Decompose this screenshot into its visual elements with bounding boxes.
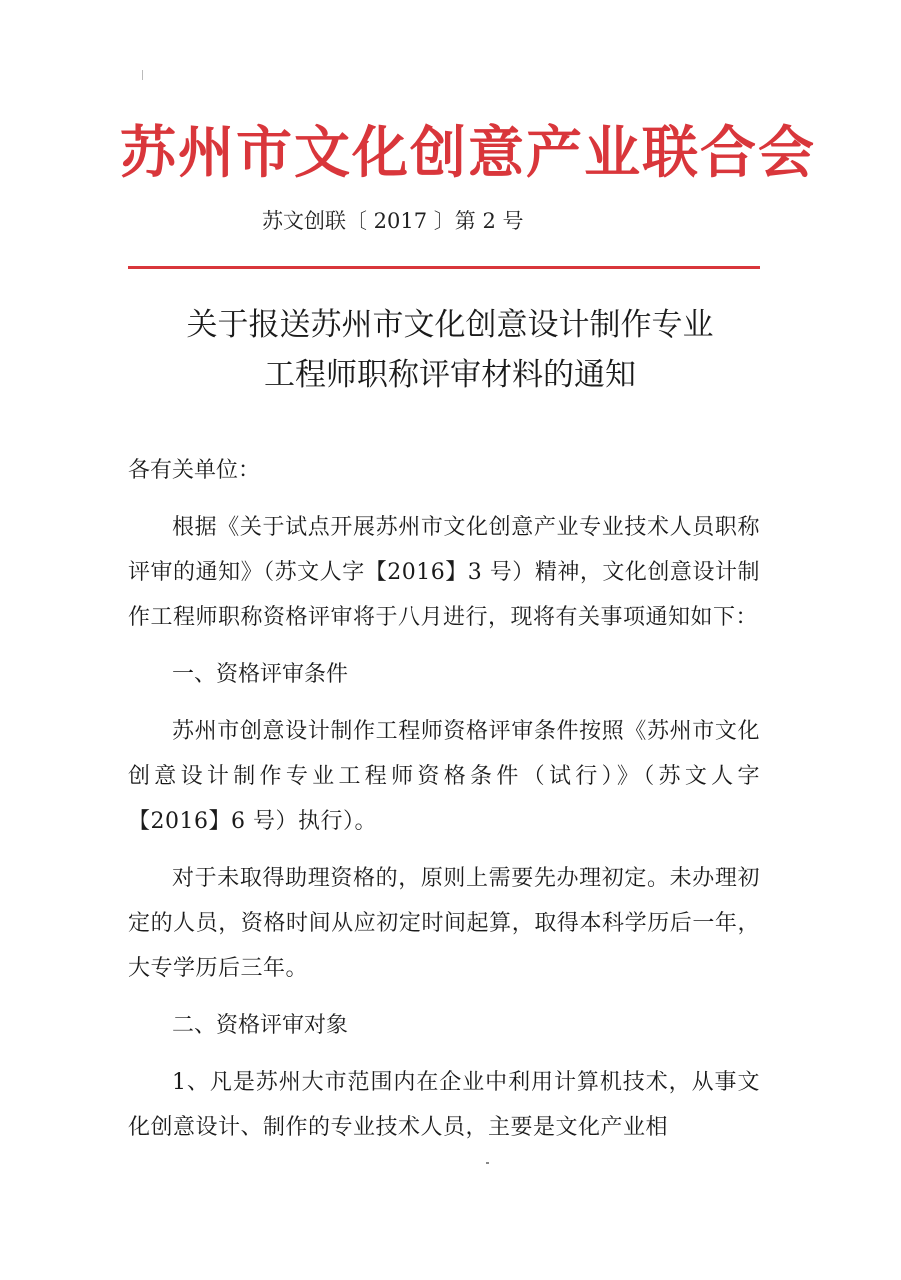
section-1-paragraph-1: 苏州市创意设计制作工程师资格评审条件按照《苏州市文化创意设计制作专业工程师资格条件（试行）》（苏文人字【2016】6 号）执行）。 <box>128 719 760 834</box>
section-1-heading: 一、资格评审条件 <box>172 662 349 687</box>
salutation: 各有关单位： <box>128 458 261 483</box>
document-title <box>120 300 780 400</box>
intro-paragraph: 根据《关于试点开展苏州市文化创意产业专业技术人员职称评审的通知》（苏文人字【2016】3 号）精神，文化创意设计制作工程师职称资格评审将于八月进行，现将有关事项通知如下： <box>128 515 760 630</box>
scan-artifact-dot <box>486 1162 489 1164</box>
scan-artifact <box>142 70 143 80</box>
title-line-2: 工程师职称评审材料的通知 <box>264 357 636 393</box>
organization-header: 苏州市文化创意产业联合会 <box>120 120 816 186</box>
section-1-paragraph-2: 对于未取得助理资格的，原则上需要先办理初定。未办理初定的人员，资格时间从应初定时间起算，取得本科学历后一年，大专学历后三年。 <box>128 866 760 981</box>
title-line-1: 关于报送苏州市文化创意设计制作专业 <box>186 307 714 343</box>
section-2-heading: 二、资格评审对象 <box>172 1013 349 1038</box>
header-divider <box>128 266 760 269</box>
document-body <box>128 448 760 1150</box>
document-number: 苏文创联〔 2017 〕第 2 号 <box>262 209 524 233</box>
section-2-paragraph-1: 1、凡是苏州大市范围内在企业中利用计算机技术，从事文化创意设计、制作的专业技术人员，主要是文化产业相 <box>128 1070 760 1140</box>
